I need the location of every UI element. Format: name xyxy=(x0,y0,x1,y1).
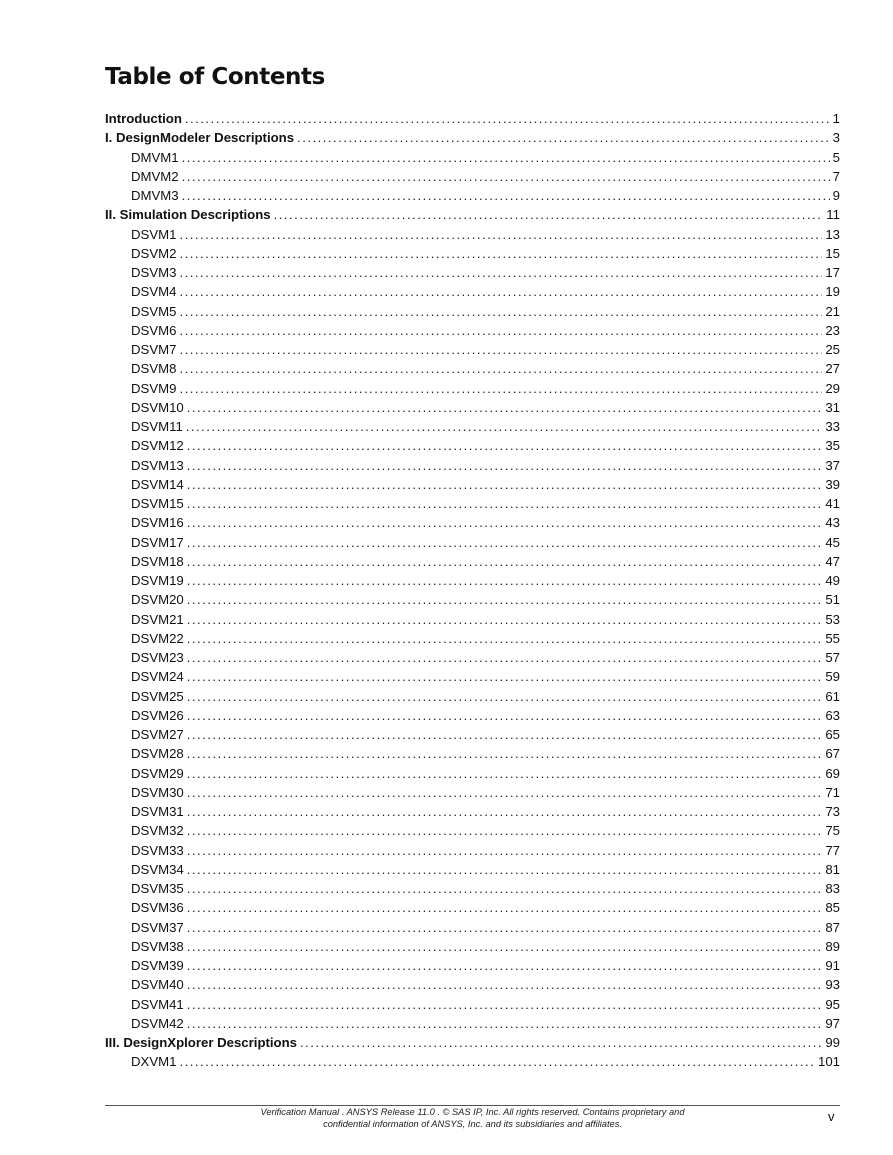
dot-leader xyxy=(187,995,823,1014)
toc-chapter-entry[interactable] xyxy=(105,860,840,879)
toc-entry-label[interactable]: DSVM11 xyxy=(131,419,183,434)
toc-entry-label[interactable]: DMVM2 xyxy=(131,168,179,184)
toc-entry-label[interactable]: DSVM1 xyxy=(131,226,177,242)
dot-leader xyxy=(182,148,830,167)
toc-entry-label[interactable]: III. DesignXplorer Descriptions xyxy=(105,1035,297,1050)
toc-entry-label[interactable]: DSVM6 xyxy=(131,322,177,338)
toc-chapter-entry[interactable] xyxy=(105,821,840,840)
dot-leader xyxy=(187,918,823,937)
toc-entry-label[interactable]: DSVM30 xyxy=(131,784,184,800)
toc-entry-page-number[interactable]: 69 xyxy=(825,765,840,781)
dot-leader xyxy=(179,282,822,301)
toc-entry-page-number[interactable]: 17 xyxy=(825,265,840,280)
toc-entry-page-number[interactable]: 5 xyxy=(832,149,840,165)
toc-chapter-entry[interactable] xyxy=(105,436,840,455)
toc-chapter-entry[interactable] xyxy=(105,744,840,763)
toc-entry-page-number[interactable]: 39 xyxy=(825,476,840,492)
dot-leader xyxy=(187,475,823,494)
toc-entry-page-number[interactable]: 25 xyxy=(825,342,840,357)
toc-entry-page-number[interactable]: 53 xyxy=(825,611,840,627)
toc-entry-label[interactable]: DSVM35 xyxy=(131,881,184,896)
toc-chapter-entry[interactable] xyxy=(105,417,840,436)
dot-leader xyxy=(187,898,823,917)
toc-chapter-entry[interactable] xyxy=(105,918,840,937)
toc-entry-page-number[interactable]: 57 xyxy=(825,650,840,665)
toc-chapter-entry[interactable] xyxy=(105,764,840,783)
dot-leader xyxy=(187,821,823,840)
page-number: v xyxy=(828,1109,835,1124)
toc-entry-page-number[interactable]: 21 xyxy=(825,303,840,319)
toc-entry-page-number[interactable]: 93 xyxy=(825,977,840,993)
dot-leader xyxy=(187,725,823,744)
toc-entry-label[interactable]: DSVM12 xyxy=(131,438,184,454)
dot-leader xyxy=(187,975,823,994)
toc-chapter-entry[interactable] xyxy=(105,610,840,629)
toc-chapter-entry[interactable] xyxy=(105,282,840,301)
toc-entry-page-number[interactable]: 7 xyxy=(832,168,840,184)
dot-leader xyxy=(187,802,823,821)
toc-entry-label[interactable]: DSVM32 xyxy=(131,823,184,839)
toc-entry-page-number[interactable]: 33 xyxy=(825,419,840,434)
toc-chapter-entry[interactable] xyxy=(105,398,840,417)
dot-leader xyxy=(179,244,822,263)
toc-chapter-entry[interactable] xyxy=(105,263,840,282)
toc-chapter-entry[interactable] xyxy=(105,302,840,321)
toc-chapter-entry[interactable] xyxy=(105,956,840,975)
toc-entry-label[interactable]: I. DesignModeler Descriptions xyxy=(105,130,295,146)
toc-chapter-entry[interactable] xyxy=(105,533,840,552)
toc-entry-label[interactable]: DMVM1 xyxy=(131,149,179,165)
toc-entry-label[interactable]: DSVM21 xyxy=(131,611,184,627)
toc-entry-page-number[interactable]: 41 xyxy=(825,496,840,511)
toc-entry-page-number[interactable]: 63 xyxy=(825,707,840,723)
dot-leader xyxy=(182,167,830,186)
toc-entry-label[interactable]: DSVM27 xyxy=(131,727,184,742)
toc-entry-page-number[interactable]: 101 xyxy=(817,1054,840,1070)
toc-chapter-entry[interactable] xyxy=(105,494,840,513)
toc-entry-label[interactable]: DSVM15 xyxy=(131,496,184,511)
toc-entry-label[interactable]: DSVM31 xyxy=(131,804,184,819)
toc-entry-page-number[interactable]: 85 xyxy=(825,900,840,916)
toc-entry-label[interactable]: II. Simulation Descriptions xyxy=(105,207,271,223)
toc-entry-page-number[interactable]: 49 xyxy=(825,573,840,588)
dot-leader xyxy=(187,398,823,417)
toc-entry-label[interactable]: DSVM17 xyxy=(131,534,184,550)
toc-entry-label[interactable]: DSVM5 xyxy=(131,303,177,319)
toc-entry-page-number[interactable]: 99 xyxy=(825,1035,840,1050)
toc-entry-label[interactable]: DSVM14 xyxy=(131,476,184,492)
footer-line-2: confidential information of ANSYS, Inc. and its subsidiaries and affiliates. xyxy=(323,1119,622,1129)
toc-entry-label[interactable]: DSVM26 xyxy=(131,707,184,723)
dot-leader xyxy=(187,571,823,590)
table-of-contents xyxy=(105,109,840,1072)
dot-leader xyxy=(179,379,822,398)
toc-chapter-entry[interactable] xyxy=(105,379,840,398)
dot-leader xyxy=(187,687,823,706)
toc-entry-page-number[interactable]: 91 xyxy=(825,958,840,973)
toc-entry-page-number[interactable]: 61 xyxy=(825,688,840,704)
toc-part-entry[interactable] xyxy=(105,1033,840,1052)
toc-entry-label[interactable]: DSVM28 xyxy=(131,746,184,762)
dot-leader xyxy=(185,109,830,128)
toc-chapter-entry[interactable] xyxy=(105,321,840,340)
toc-entry-label[interactable]: DSVM8 xyxy=(131,361,177,377)
toc-chapter-entry[interactable] xyxy=(105,148,840,167)
toc-chapter-entry[interactable] xyxy=(105,879,840,898)
toc-entry-label[interactable]: DSVM37 xyxy=(131,919,184,935)
dot-leader xyxy=(187,494,823,513)
toc-entry-page-number[interactable]: 81 xyxy=(825,861,840,877)
toc-entry-page-number[interactable]: 45 xyxy=(825,534,840,550)
dot-leader xyxy=(300,1033,822,1052)
toc-entry-label[interactable]: DSVM20 xyxy=(131,592,184,608)
dot-leader xyxy=(187,841,823,860)
dot-leader xyxy=(187,552,823,571)
toc-entry-page-number[interactable]: 29 xyxy=(825,380,840,396)
toc-entry-page-number[interactable]: 77 xyxy=(825,842,840,858)
toc-part-entry[interactable] xyxy=(105,109,840,128)
toc-chapter-entry[interactable] xyxy=(105,552,840,571)
toc-entry-label[interactable]: DMVM3 xyxy=(131,188,179,203)
dot-leader xyxy=(179,302,822,321)
toc-part-entry[interactable] xyxy=(105,128,840,147)
toc-chapter-entry[interactable] xyxy=(105,475,840,494)
toc-entry-page-number[interactable]: 35 xyxy=(825,438,840,454)
toc-entry-label[interactable]: DSVM13 xyxy=(131,457,184,473)
toc-entry-label[interactable]: DSVM33 xyxy=(131,842,184,858)
toc-chapter-entry[interactable] xyxy=(105,1014,840,1033)
toc-entry-label[interactable]: DSVM7 xyxy=(131,342,177,357)
toc-entry-label[interactable]: Introduction xyxy=(105,111,182,126)
dot-leader xyxy=(187,456,823,475)
dot-leader xyxy=(187,937,823,956)
page-title: Table of Contents xyxy=(105,64,325,90)
toc-chapter-entry[interactable] xyxy=(105,937,840,956)
dot-leader xyxy=(179,263,822,282)
toc-entry-page-number[interactable]: 65 xyxy=(825,727,840,742)
dot-leader xyxy=(274,205,824,224)
toc-entry-label[interactable]: DSVM42 xyxy=(131,1015,184,1031)
toc-entry-label[interactable]: DSVM24 xyxy=(131,669,184,685)
dot-leader xyxy=(187,533,823,552)
toc-entry-page-number[interactable]: 15 xyxy=(825,245,840,261)
toc-entry-page-number[interactable]: 73 xyxy=(825,804,840,819)
toc-chapter-entry[interactable] xyxy=(105,186,840,205)
toc-entry-page-number[interactable]: 31 xyxy=(825,399,840,415)
toc-chapter-entry[interactable] xyxy=(105,648,840,667)
toc-entry-page-number[interactable]: 37 xyxy=(825,457,840,473)
toc-chapter-entry[interactable] xyxy=(105,244,840,263)
dot-leader xyxy=(182,186,830,205)
dot-leader xyxy=(187,436,823,455)
toc-entry-label[interactable]: DSVM22 xyxy=(131,630,184,646)
toc-chapter-entry[interactable] xyxy=(105,359,840,378)
dot-leader xyxy=(187,706,823,725)
dot-leader xyxy=(179,359,822,378)
toc-entry-page-number[interactable]: 89 xyxy=(825,938,840,954)
toc-part-entry[interactable] xyxy=(105,205,840,224)
toc-entry-label[interactable]: DSVM36 xyxy=(131,900,184,916)
toc-entry-label[interactable]: DSVM34 xyxy=(131,861,184,877)
dot-leader xyxy=(187,764,823,783)
dot-leader xyxy=(179,225,822,244)
dot-leader xyxy=(187,610,823,629)
toc-chapter-entry[interactable] xyxy=(105,513,840,532)
toc-chapter-entry[interactable] xyxy=(105,340,840,359)
dot-leader xyxy=(187,879,823,898)
toc-entry-label[interactable]: DSVM23 xyxy=(131,650,184,665)
dot-leader xyxy=(187,629,823,648)
toc-entry-label[interactable]: DSVM2 xyxy=(131,245,177,261)
toc-entry-label[interactable]: DSVM4 xyxy=(131,284,177,300)
toc-entry-page-number[interactable]: 43 xyxy=(825,515,840,531)
toc-entry-label[interactable]: DSVM40 xyxy=(131,977,184,993)
toc-chapter-entry[interactable] xyxy=(105,1052,840,1071)
footer-copyright xyxy=(200,1106,745,1130)
dot-leader xyxy=(187,783,823,802)
toc-entry-page-number[interactable]: 83 xyxy=(825,881,840,896)
toc-entry-page-number[interactable]: 3 xyxy=(832,130,840,146)
toc-entry-label[interactable]: DSVM38 xyxy=(131,938,184,954)
toc-entry-page-number[interactable]: 59 xyxy=(825,669,840,685)
toc-entry-page-number[interactable]: 67 xyxy=(825,746,840,762)
toc-chapter-entry[interactable] xyxy=(105,975,840,994)
toc-entry-page-number[interactable]: 23 xyxy=(825,322,840,338)
toc-chapter-entry[interactable] xyxy=(105,571,840,590)
toc-chapter-entry[interactable] xyxy=(105,456,840,475)
toc-entry-page-number[interactable]: 97 xyxy=(825,1015,840,1031)
toc-entry-page-number[interactable]: 87 xyxy=(825,919,840,935)
toc-entry-page-number[interactable]: 55 xyxy=(825,630,840,646)
toc-entry-page-number[interactable]: 51 xyxy=(825,592,840,608)
toc-entry-label[interactable]: DSVM9 xyxy=(131,380,177,396)
toc-entry-page-number[interactable]: 47 xyxy=(825,553,840,569)
dot-leader xyxy=(187,956,823,975)
toc-entry-label[interactable]: DSVM3 xyxy=(131,265,177,280)
toc-entry-page-number[interactable]: 75 xyxy=(825,823,840,839)
dot-leader xyxy=(187,860,823,879)
toc-chapter-entry[interactable] xyxy=(105,629,840,648)
toc-entry-label[interactable]: DSVM25 xyxy=(131,688,184,704)
dot-leader xyxy=(179,340,822,359)
toc-entry-label[interactable]: DSVM18 xyxy=(131,553,184,569)
toc-entry-label[interactable]: DSVM29 xyxy=(131,765,184,781)
toc-entry-page-number[interactable]: 9 xyxy=(832,188,840,203)
toc-entry-page-number[interactable]: 19 xyxy=(825,284,840,300)
toc-entry-page-number[interactable]: 27 xyxy=(825,361,840,377)
toc-chapter-entry[interactable] xyxy=(105,590,840,609)
toc-entry-label[interactable]: DSVM16 xyxy=(131,515,184,531)
toc-chapter-entry[interactable] xyxy=(105,995,840,1014)
toc-chapter-entry[interactable] xyxy=(105,898,840,917)
toc-chapter-entry[interactable] xyxy=(105,783,840,802)
toc-chapter-entry[interactable] xyxy=(105,841,840,860)
toc-chapter-entry[interactable] xyxy=(105,667,840,686)
dot-leader xyxy=(187,744,823,763)
toc-entry-label[interactable]: DSVM19 xyxy=(131,573,184,588)
toc-entry-label[interactable]: DXVM1 xyxy=(131,1054,177,1070)
toc-chapter-entry[interactable] xyxy=(105,687,840,706)
dot-leader xyxy=(187,648,823,667)
dot-leader xyxy=(187,513,823,532)
dot-leader xyxy=(187,667,823,686)
toc-entry-page-number[interactable]: 13 xyxy=(825,226,840,242)
dot-leader xyxy=(187,1014,823,1033)
toc-entry-page-number[interactable]: 11 xyxy=(826,207,840,223)
toc-entry-page-number[interactable]: 1 xyxy=(832,111,840,126)
dot-leader xyxy=(187,590,823,609)
toc-entry-label[interactable]: DSVM10 xyxy=(131,399,184,415)
toc-chapter-entry[interactable] xyxy=(105,706,840,725)
toc-chapter-entry[interactable] xyxy=(105,802,840,821)
toc-entry-page-number[interactable]: 95 xyxy=(825,996,840,1012)
dot-leader xyxy=(297,128,830,147)
footer-line-1: Verification Manual . ANSYS Release 11.0 . © SAS IP, Inc. All rights reserved. Contains proprietary and xyxy=(260,1107,685,1117)
toc-entry-label[interactable]: DSVM39 xyxy=(131,958,184,973)
toc-entry-label[interactable]: DSVM41 xyxy=(131,996,184,1012)
toc-chapter-entry[interactable] xyxy=(105,225,840,244)
toc-chapter-entry[interactable] xyxy=(105,725,840,744)
dot-leader xyxy=(179,321,822,340)
toc-chapter-entry[interactable] xyxy=(105,167,840,186)
dot-leader xyxy=(186,417,823,436)
toc-entry-page-number[interactable]: 71 xyxy=(825,784,840,800)
dot-leader xyxy=(179,1052,815,1071)
